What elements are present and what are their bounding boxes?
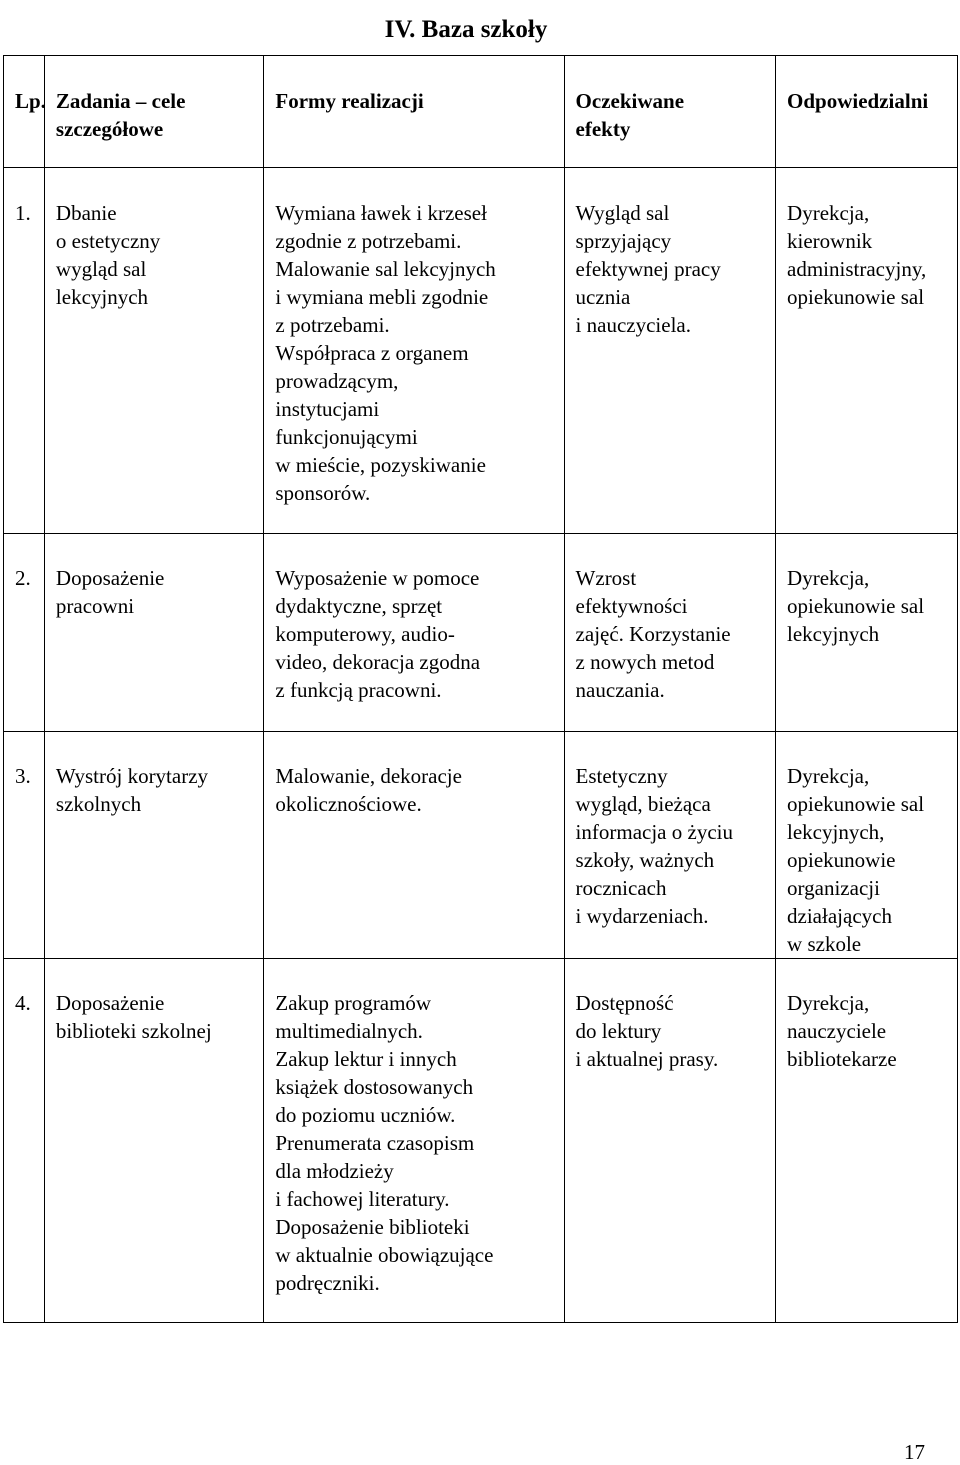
cell-effects: Wygląd sal sprzyjający efektywnej pracy ucznia i nauczyciela. <box>564 168 775 534</box>
cell-forms: Zakup programów multimedialnych. Zakup lektur i innych książek dostosowanych do poziomu uczniów. Prenumerata czasopism dla młodzieży i fachowej literatury. Doposażenie biblioteki w aktualnie obowiązujące podręczniki. <box>264 959 564 1323</box>
cell-responsible: Dyrekcja, opiekunowie sal lekcyjnych <box>776 534 958 732</box>
cell-effects: Dostępność do lektury i aktualnej prasy. <box>564 959 775 1323</box>
cell-forms: Wyposażenie w pomoce dydaktyczne, sprzęt komputerowy, audio- video, dekoracja zgodna z funkcją pracowni. <box>264 534 564 732</box>
school-base-table <box>3 55 958 1323</box>
page-number: 17 <box>904 1440 925 1464</box>
cell-forms: Malowanie, dekoracje okolicznościowe. <box>264 732 564 959</box>
cell-effects: Wzrost efektywności zajęć. Korzystanie z nowych metod nauczania. <box>564 534 775 732</box>
table-row <box>4 534 958 732</box>
cell-lp: 3. <box>4 732 45 959</box>
cell-forms: Wymiana ławek i krzeseł zgodnie z potrzebami. Malowanie sal lekcyjnych i wymiana mebli zgodnie z potrzebami. Współpraca z organem prowadzącym, instytucjami funkcjonującymi w mieście, pozyskiwanie sponsorów. <box>264 168 564 534</box>
cell-responsible: Dyrekcja, opiekunowie sal lekcyjnych, opiekunowie organizacji działających w szkole <box>776 732 958 959</box>
cell-effects: Estetyczny wygląd, bieżąca informacja o życiu szkoły, ważnych rocznicach i wydarzeniach. <box>564 732 775 959</box>
cell-lp: 2. <box>4 534 45 732</box>
header-responsible: Odpowiedzialni <box>776 56 958 168</box>
header-forms: Formy realizacji <box>264 56 564 168</box>
cell-lp: 1. <box>4 168 45 534</box>
table-row <box>4 732 958 959</box>
page-title: IV. Baza szkoły <box>384 15 548 43</box>
cell-responsible: Dyrekcja, nauczyciele bibliotekarze <box>776 959 958 1323</box>
header-tasks: Zadania – cele szczegółowe <box>44 56 263 168</box>
table-row <box>4 168 958 534</box>
cell-task: Doposażenie biblioteki szkolnej <box>44 959 263 1323</box>
cell-responsible: Dyrekcja, kierownik administracyjny, opiekunowie sal <box>776 168 958 534</box>
cell-task: Dbanie o estetyczny wygląd sal lekcyjnych <box>44 168 263 534</box>
cell-task: Doposażenie pracowni <box>44 534 263 732</box>
table-row <box>4 959 958 1323</box>
header-effects: Oczekiwane efekty <box>564 56 775 168</box>
header-lp: Lp. <box>4 56 45 168</box>
cell-task: Wystrój korytarzy szkolnych <box>44 732 263 959</box>
table-header-row <box>4 56 958 168</box>
cell-lp: 4. <box>4 959 45 1323</box>
